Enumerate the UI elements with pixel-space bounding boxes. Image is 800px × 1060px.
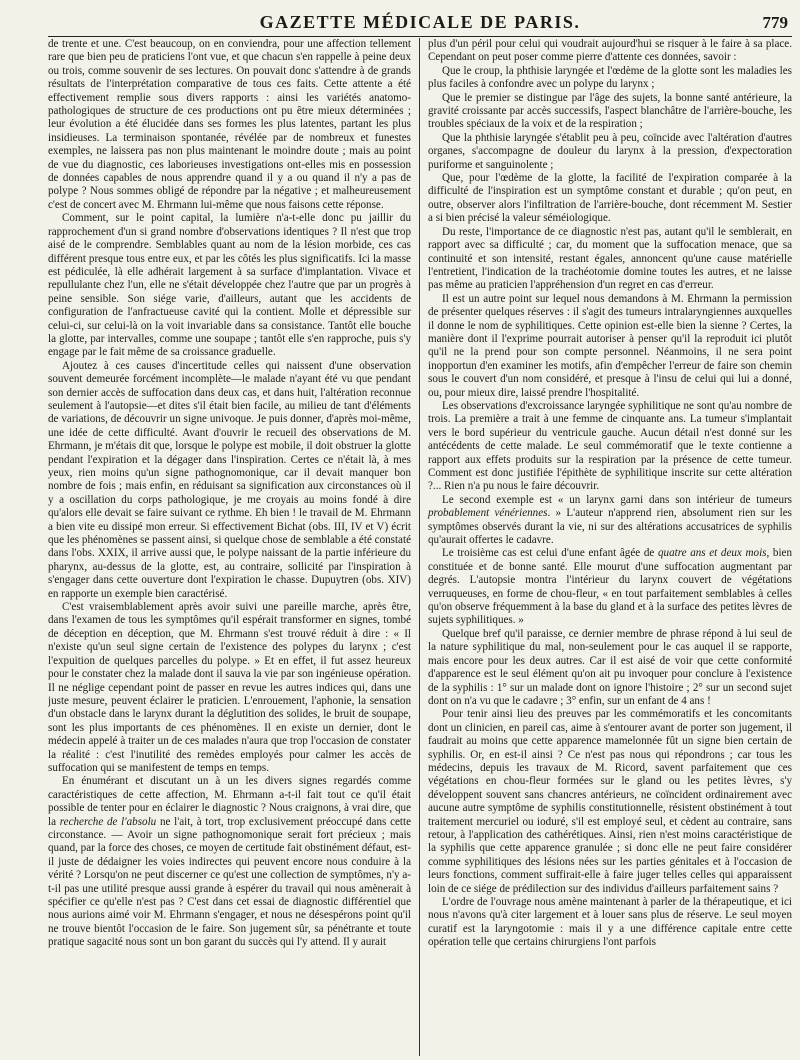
paragraph: Quelque bref qu'il paraisse, ce dernier membre de phrase répond à lui seul de la nature syphilitique du mal, non-seulement pour le cas auquel il se rapporte, mais encore pour les deux autres. Car il est aisé de voir que cette conformité d'apparence est le seul élément qu'on ait pu invoquer pour conclure à l'existence de la syphilis : 1° sur un malade dont on ignore l'histoire ; 2° sur un second sujet dont on n'a vu que le cadavre ; 3° enfin, sur un enfant de 4 ans ! <box>428 627 792 707</box>
paragraph: Il est un autre point sur lequel nous demandons à M. Ehrmann la permission de présenter quelques réserves : il s'agit des tumeurs intralaryngiennes auxquelles il donne le nom de syphilitiques. Cette opinion est-elle bien la sienne ? Certes, la manière dont il l'exprime pourrait autoriser à penser qu'il la reproduit ici plutôt qu'il ne la prend pour son compte personnel. Néanmoins, il ne sera point inopportun d'en examiner les motifs, afin d'empêcher l'erreur de faire son chemin sous le couvert d'un nom considéré, et presque à l'insu de celui qui lui a donné, ou, pour mieux dire, laissé prendre l'hospitalité. <box>428 292 792 399</box>
paragraph: L'ordre de l'ouvrage nous amène maintenant à parler de la thérapeutique, et ici nous n'avons qu'à citer largement et à louer sans plus de réserve. Le seul moyen curatif est la laryngotomie : mais il y a une différence capitale entre cette opération telle que certains chirurgiens l'ont parfois <box>428 896 792 949</box>
page-header <box>48 6 792 37</box>
paragraph: Les observations d'excroissance laryngée syphilitique ne sont qu'au nombre de trois. La première a trait à une femme de cinquante ans. La tumeur s'implantait vers le bord supérieur du ventricule gauche. Aucun détail n'est donné sur les antécédents de cette malade. Le seul commémoratif que le texte contienne a rapport aux effets produits sur la respiration par la présence de cette tumeur. Comment est donc justifiée l'épithète de syphilitique inscrite sur cette altération ?... Rien n'a pu nous le faire découvrir. <box>428 399 792 493</box>
paragraph: Le second exemple est « un larynx garni dans son intérieur de tumeurs probablement vénériennes. » L'auteur n'apprend rien, absolument rien sur les symptômes observés durant la vie, ni sur des altérations accusatrices de syphilis qu'aurait offertes le cadavre. <box>428 493 792 547</box>
paragraph: Que la phthisie laryngée s'établit peu à peu, coïncide avec l'altération d'autres organes, s'accompagne de douleur du larynx à la pression, d'expectoration puriforme et sanguinolente ; <box>428 131 792 171</box>
paragraph: En énumérant et discutant un à un les divers signes regardés comme caractéristiques de cette affection, M. Ehrmann a-t-il fait tout ce qu'il était possible de tenter pour en éclairer le diagnostic ? Nous craignons, à vrai dire, que la recherche de l'absolu ne l'ait, à tort, trop exclusivement préoccupé dans cette circonstance. — Avoir un signe pathognomonique serait fort précieux ; mais quand, par la force des choses, ce moyen de certitude fait obstinément défaut, est-il juste de dédaigner les voies indirectes qui peuvent encore nous conduire à la vérité ? Lorsqu'on ne peut discerner ce qu'est une collection de symptômes, n'y a-t-il pas une utilité presque aussi grande à espérer du travail qui nous amènerait à spécifier ce qu'elle n'est pas ? C'est dans cet essai de diagnostic différentiel que nous aurions aimé voir M. Ehrmann s'engager, et nous ne désespérons point qu'il ne trouve bientôt l'occasion de le faire. Son jugement sûr, sa pénétrante et toute pratique sagacité nous sont un bon garant du succès qui l'y attend. Il y aurait <box>48 775 411 949</box>
paragraph: Que le premier se distingue par l'âge des sujets, la bonne santé antérieure, la gravité croissante par accès successifs, l'aspect blanchâtre de l'arrière-bouche, les troubles spéciaux de la voix et de la respiration ; <box>428 91 792 131</box>
paragraph: Le troisième cas est celui d'une enfant âgée de quatre ans et deux mois, bien constituée et de bonne santé. Elle mourut d'une suffocation augmentant par degrés. L'autopsie montra l'intérieur du larynx couvert de végétations verruqueuses, en forme de chou-fleur, « en tout parfaitement semblables à celles qu'on observe fréquemment à la base du gland et à la surface des petites lèvres de sujets syphilitiques. » <box>428 547 792 627</box>
right-column <box>420 38 792 1056</box>
paragraph: Comment, sur le point capital, la lumière n'a-t-elle donc pu jaillir du rapprochement d'un si grand nombre d'observations identiques ? Il n'est que trop aisé de le comprendre. Semblables quant au nom de la lésion morbide, ces cas différent presque tous entre eux, et par les côtés les plus significatifs. Ici la masse est pédiculée, là elle adhérait largement à sa surface d'implantation. Vivace et repullulante chez l'un, elle ne s'était développée chez l'autre que par un progrès à peine sensible. Son siége varie, d'ailleurs, autant que les accidents de configuration de l'anfractueuse cavité qui la contient. Molle et dépressible sur celui-ci, sur celui-là on la voit invariable dans sa consistance. Tantôt elle bouche la glotte, par intervalles, comme une soupape ; tantôt elle s'en rapproche, puis s'y engage par le fait même de sa croissance graduelle. <box>48 212 411 359</box>
paragraph: Que le croup, la phthisie laryngée et l'œdème de la glotte sont les maladies les plus faciles à confondre avec un polype du larynx ; <box>428 64 792 91</box>
paragraph: Ajoutez à ces causes d'incertitude celles qui naissent d'une observation souvent demeurée forcément incomplète—le malade n'ayant été vu que pendant son dernier accès de suffocation dans deux cas, et dans huit, l'altération reconnue seulement à l'autopsie—et dites s'il était bien facile, au milieu de tant d'éléments de variations, de découvrir un signe univoque. Je puis donner, d'après moi-même, une idée de cette difficulté. Avant d'ouvrir le recueil des observations de M. Ehrmann, je m'étais dit que, lorsque le polype est mobile, il doit obstruer la glotte pendant l'expiration et la dégager dans l'inspiration. Certes ce n'était là, à mes yeux, rien moins qu'un signe pathognomonique, car il devait manquer bon nombre de fois ; mais enfin, en réduisant sa signification aux circonstances où il y a oscillation du corps pathologique, je me croyais au moins fondé à dire qu'alors elle devait se faire suivant ce rythme. Eh bien ! le travail de M. Ehrmann a bien vite eu dissipé mon erreur. Si effectivement Bichat (obs. III, IV et V) écrit que les phénomènes se passent ainsi, si quelque chose de semblable a été constaté dans l'obs. XXIX, il arrive aussi que, le polype naissant de la partie inférieure du pharynx, au-dessus de la glotte, est, au contraire, sollicité par l'inspiration à s'engager dans cette ouverture dont l'expiration le chasse. Dupuytren (obs. XIV) en rapporte un exemple bien caractérisé. <box>48 359 411 600</box>
paragraph: Pour tenir ainsi lieu des preuves par les commémoratifs et les concomitants dont un clinicien, en pareil cas, aime à s'entourer avant de porter son jugement, il faudrait au moins que cette apparence mamelonnée fût un signe bien certain de syphilis. Or, en est-il ainsi ? Ce n'est pas nous qui répondrons ; car tous les médecins, depuis les travaux de M. Ricord, savent parfaitement que ces végétations en chou-fleur formées sur le gland ou les petites lèvres, s'y développent souvent sans chancres antérieurs, ne coïncident ordinairement avec aucune autre symptôme de syphilis constitutionnelle, résistent obstinément à tout traitement mercuriel ou ioduré, s'il est employé seul, et cèdent au contraire, sans retour, à l'application des cathérétiques. Ainsi, rien n'est moins caractéristique de la syphilis que cette apparence granulée ; si donc elle ne peut faire considérer comme syphilitiques des lésions nées sur les parties génitales et à l'occasion de leurs fonctions, comment suffirait-elle à faire juger telles celles qui apparaissent loin de ce siége de prédilection sur des individus d'ailleurs parfaitement sains ? <box>428 708 792 895</box>
paragraph: C'est vraisemblablement après avoir suivi une pareille marche, après être, dans l'examen de tous les symptômes qu'il espérait transformer en signes, tombé de déception en déception, que M. Ehrmann s'est trouvé réduit à dire : « Il n'existe qu'un seul signe certain de l'existence des polypes du larynx ; c'est l'expuition de quelques parcelles du polype. » Et en effet, il fut assez heureux pour le constater chez la malade dont il sauva la vie par son ingénieuse opération. Il ne néglige cependant point de passer en revue les autres indices qui, dans une juste mesure, peuvent éclairer le praticien. L'enrouement, l'aphonie, la sensation d'un obstacle dans le larynx durant la déglutition des solides, le bruit de soupape, sont les plus importants de ces phénomènes. Il en existe un dernier, dont le médecin appelé à traiter un de ces malades n'aura que trop l'occasion de constater la réalité : c'est l'inutilité des remèdes employés pour calmer les accès de suffocation qui se manifestent de temps en temps. <box>48 601 411 774</box>
running-title: GAZETTE MÉDICALE DE PARIS. <box>259 12 581 32</box>
left-column <box>48 38 420 1056</box>
paragraph: Du reste, l'importance de ce diagnostic n'est pas, autant qu'il le semblerait, en rapport avec sa difficulté ; car, du moment que la suffocation menace, que sa continuité et son intensité, restant égales, annoncent qu'une cause matérielle l'entretient, l'indication de la trachéotomie domine toutes les autres, et ne laisse pas même au praticien l'appréhension d'un regret en cas d'erreur. <box>428 225 792 292</box>
paragraph: Que, pour l'œdème de la glotte, la facilité de l'expiration comparée à la difficulté de l'inspiration est un symptôme constant et durable ; qu'on peut, en outre, observer alors l'infiltration de l'arrière-bouche, dont récemment M. Sestier a si bien précisé la valeur séméiologique. <box>428 172 792 225</box>
text-columns <box>48 38 792 1060</box>
page-number: 779 <box>762 13 788 32</box>
paragraph: plus d'un péril pour celui qui voudrait aujourd'hui se risquer à le faire à sa place. Cependant on peut poser comme pierre d'attente ces données, savoir : <box>428 38 792 64</box>
paragraph: de trente et une. C'est beaucoup, on en conviendra, pour une affection tellement rare que bien peu de praticiens l'ont vue, et que chacun s'en rappelle à peine deux ou trois, comme souvenir de ses lectures. On pouvait donc s'attendre à de grands résultats de l'interprétation comparative de tous ces faits. Cette attente a été effectivement remplie sous divers rapports : ainsi les variétés anatomo-pathologiques de structure de ces productions ont pu être mieux déterminées ; leur évolution a été élucidée dans ses formes les plus latentes, partant les plus insidieuses. La terminaison spontanée, révélée par de nombreux et funestes exemples, ne laissera pas non plus maintenant le moindre doute ; mais au point de vue du diagnostic, ces laborieuses investigations ont-elles mis en possession de données capables de nous apprendre quand il y a ou quand il n'y a pas de polype ? Nous sommes obligé de répondre par la négative ; et malheureusement c'est de concert avec M. Ehrmann lui-même que nous faisons cette réponse. <box>48 38 411 211</box>
